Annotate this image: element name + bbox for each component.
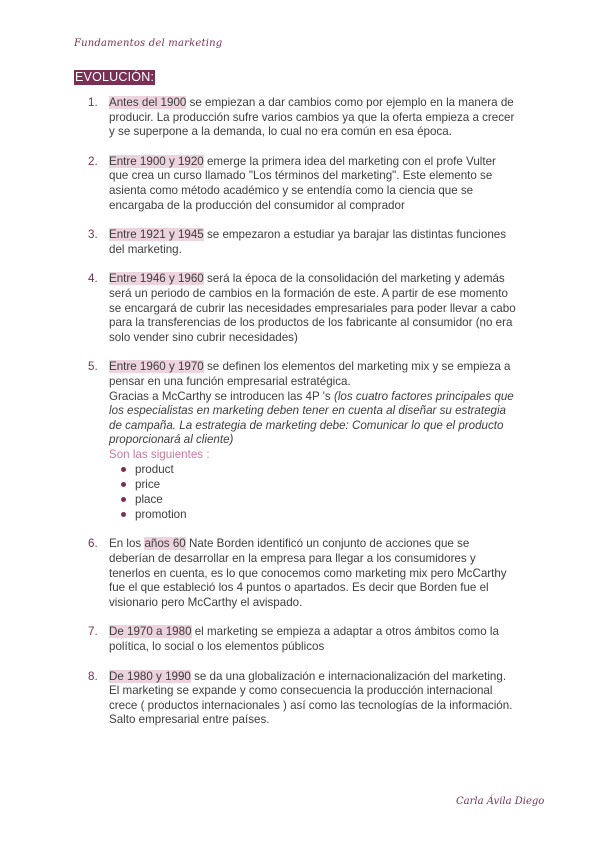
list-item-2 [88, 155, 516, 213]
author-signature: Carla Ávila Diego [456, 796, 545, 807]
bullet-item: price [121, 477, 516, 492]
bullet-item: place [121, 492, 516, 507]
highlighted-period: Antes del 1900 [109, 96, 187, 109]
bullet-dot-icon [121, 512, 126, 517]
list-item-5 [88, 360, 516, 522]
bullet-dot-icon [121, 497, 126, 502]
item-text: el marketing se empieza a adaptar a otros ámbitos como la política, lo social o los elementos públicos [109, 625, 499, 654]
item-text: se definen los elementos del marketing mix y se empieza a pensar en una función empresarial estratégica. [109, 360, 511, 388]
bullet-item: product [121, 462, 516, 477]
list-intro: Son las siguientes : [109, 447, 210, 461]
bullet-dot-icon [121, 482, 126, 487]
item-text: se empezaron a estudiar ya barajar las distintas funciones del marketing. [109, 228, 507, 256]
document-header-title: Fundamentos del marketing [74, 38, 223, 49]
italic-definition: (los cuatro factores principales que los especialistas en marketing deben tener en cuenta al diseñar su estrategia de campaña. La estrategia de marketing debe: Comunicar lo que el producto proporcionará al cliente) [109, 389, 514, 447]
item-text: será la época de la consolidación del marketing y además será un periodo de cambios en la formación de este. A partir de ese momento se encargará de cubrir las necesidades empresariales para poder llevar a cabo para la transferencias de los productos de los fabricante al consumidor (no era solo vender sino cubrir necesidades) [109, 272, 516, 344]
item-number: 5. [88, 360, 98, 374]
item-number: 1. [88, 96, 98, 109]
list-item-7 [88, 625, 516, 654]
highlighted-period: Entre 1946 y 1960 [109, 272, 204, 286]
highlighted-period: De 1980 y 1990 [109, 669, 191, 683]
bullet-item: promotion [121, 507, 516, 522]
highlighted-period: Entre 1960 y 1970 [109, 360, 204, 374]
list-item-4 [88, 272, 516, 345]
section-title: EVOLUCIÓN: [75, 70, 155, 84]
list-item-3 [88, 228, 516, 257]
item-number: 6. [88, 537, 98, 551]
item-number: 2. [88, 154, 98, 168]
item-number: 8. [88, 669, 98, 683]
highlighted-period: Entre 1900 y 1920 [109, 154, 204, 168]
highlighted-period: años 60 [144, 537, 186, 551]
list-item-1 [88, 96, 516, 140]
item-number: 3. [88, 228, 98, 242]
highlighted-period: Entre 1921 y 1945 [109, 228, 204, 242]
item-text-continued: Gracias a McCarthy se introducen las 4P 's [109, 389, 334, 403]
item-text: se empiezan a dar cambios como por ejemplo en la manera de producir. La producción sufre varios cambios ya que la oferta empieza a crecer y se superpone a la demanda, lo cual no era común en esa época. [109, 96, 515, 139]
list-item-6 [88, 537, 516, 610]
marketing-mix-list [109, 462, 516, 522]
highlighted-period: De 1970 a 1980 [109, 625, 192, 639]
list-item-8 [88, 670, 516, 728]
item-number: 7. [88, 625, 98, 639]
bullet-dot-icon [121, 467, 126, 472]
item-text: emerge la primera idea del marketing con el profe Vulter que crea un curso llamado "Los términos del marketing". Este elemento se asienta como método académico y se entendía como la ciencia que se encargaba de la producción del consumidor al comprador [109, 154, 496, 212]
item-text: Nate Borden identificó un conjunto de acciones que se deberían de desarrollar en la empresa para llegar a los consumidores y tenerlos en cuenta, es lo que conocemos como marketing mix pero McCarthy fue el que estableció los 4 puntos o apartados. Es decir que Borden fue el visionario pero McCarthy el avispado. [109, 537, 507, 609]
item-text-prefix: En los [109, 537, 145, 551]
item-text: se da una globalización e internacionalización del marketing. El marketing se expande y como consecuencia la producción internacional crece ( productos internacionales ) así como las tecnologías de la información. Salto empresarial entre países. [109, 669, 513, 727]
evolution-list [88, 96, 516, 728]
item-number: 4. [88, 272, 98, 286]
